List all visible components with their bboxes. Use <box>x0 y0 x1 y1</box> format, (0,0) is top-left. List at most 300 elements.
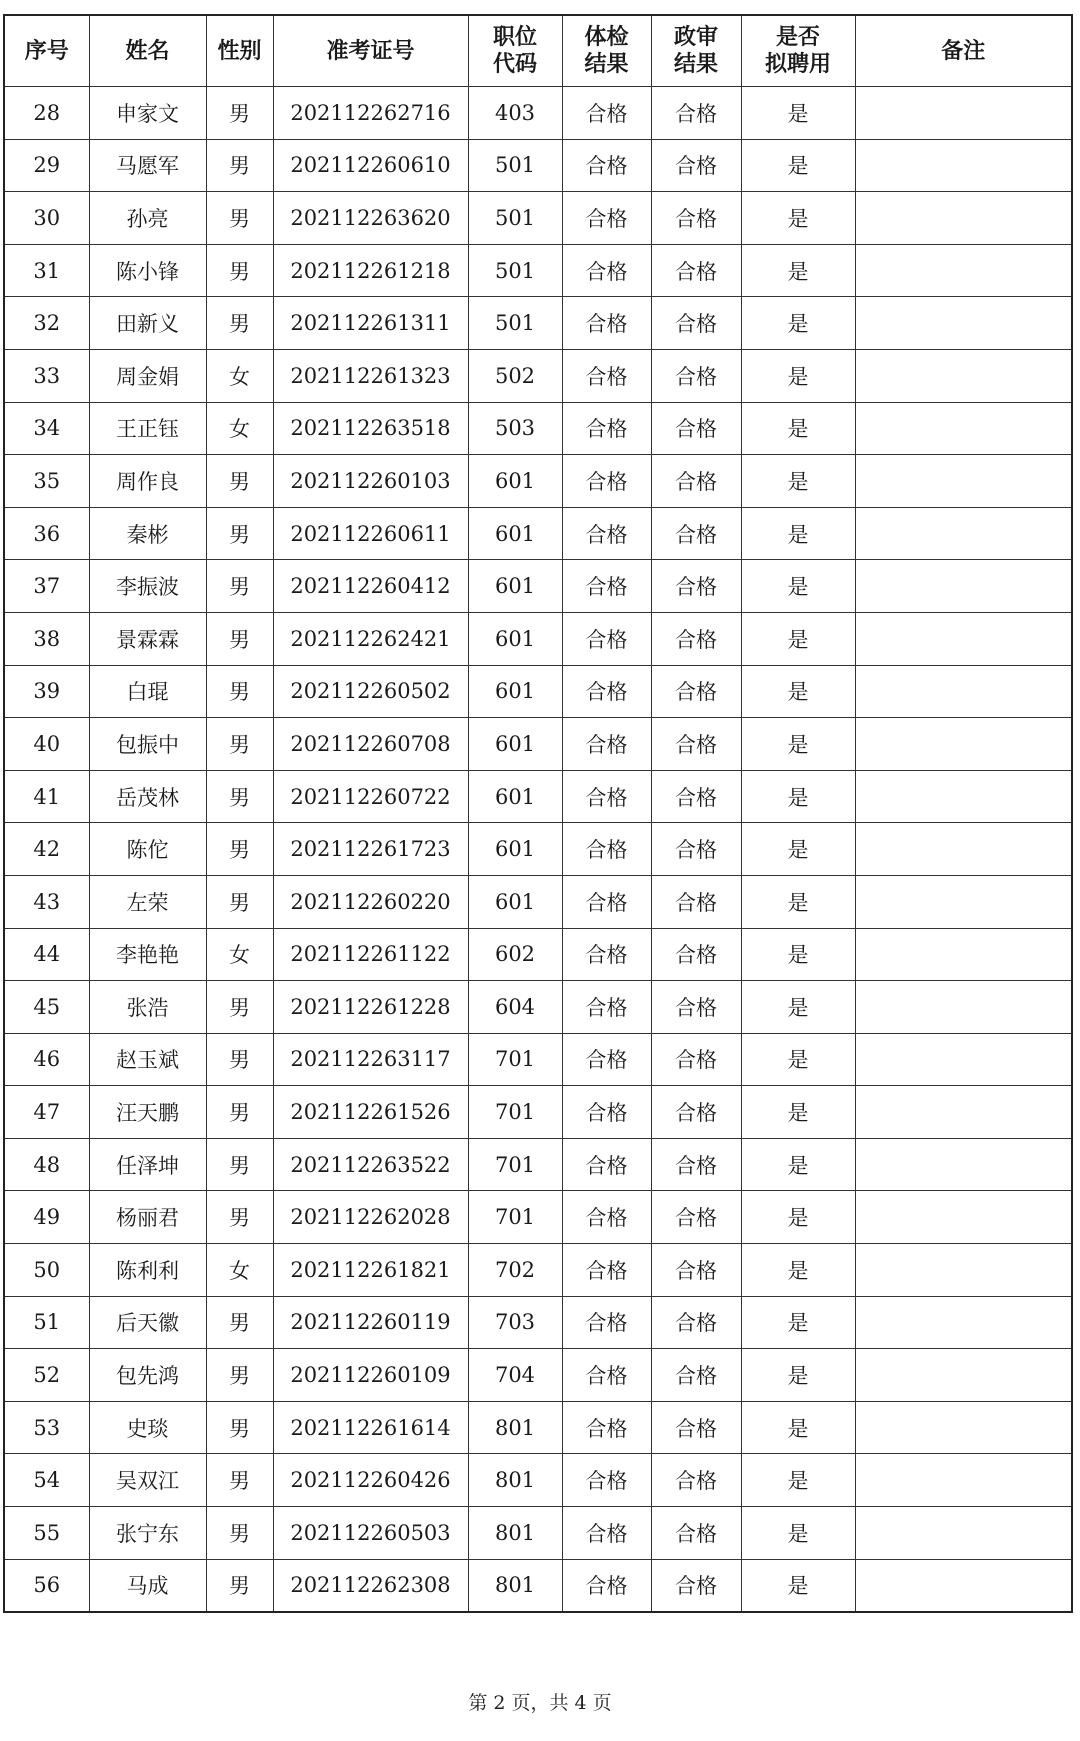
cell-physical-result: 合格 <box>562 665 651 718</box>
cell-ticket-number: 202112261821 <box>273 1244 468 1297</box>
cell-position-code: 601 <box>468 823 562 876</box>
cell-political-result: 合格 <box>651 1244 741 1297</box>
header-seq: 序号 <box>4 15 89 87</box>
cell-ticket-number: 202112263620 <box>273 192 468 245</box>
cell-remark <box>855 87 1072 140</box>
cell-remark <box>855 560 1072 613</box>
cell-political-result: 合格 <box>651 139 741 192</box>
header-name: 姓名 <box>89 15 206 87</box>
cell-ticket-number: 202112260119 <box>273 1296 468 1349</box>
cell-political-result: 合格 <box>651 1296 741 1349</box>
cell-remark <box>855 875 1072 928</box>
cell-position-code: 501 <box>468 139 562 192</box>
cell-gender: 男 <box>206 1401 273 1454</box>
cell-remark <box>855 928 1072 981</box>
cell-political-result: 合格 <box>651 1454 741 1507</box>
table-row <box>4 560 1072 613</box>
cell-gender: 女 <box>206 349 273 402</box>
table-row <box>4 875 1072 928</box>
cell-political-result: 合格 <box>651 928 741 981</box>
cell-physical-result: 合格 <box>562 349 651 402</box>
header-hire <box>741 15 855 87</box>
cell-physical-result: 合格 <box>562 875 651 928</box>
cell-name: 张宁东 <box>89 1507 206 1560</box>
cell-remark <box>855 402 1072 455</box>
cell-hire: 是 <box>741 244 855 297</box>
cell-position-code: 604 <box>468 981 562 1034</box>
cell-seq: 46 <box>4 1033 89 1086</box>
cell-gender: 男 <box>206 1454 273 1507</box>
header-position-code-line2: 代码 <box>492 52 537 77</box>
table-row <box>4 718 1072 771</box>
cell-name: 史琰 <box>89 1401 206 1454</box>
cell-political-result: 合格 <box>651 192 741 245</box>
cell-physical-result: 合格 <box>562 244 651 297</box>
cell-gender: 男 <box>206 612 273 665</box>
cell-hire: 是 <box>741 665 855 718</box>
cell-ticket-number: 202112261122 <box>273 928 468 981</box>
cell-remark <box>855 507 1072 560</box>
cell-gender: 男 <box>206 139 273 192</box>
table-row <box>4 87 1072 140</box>
cell-ticket-number: 202112262028 <box>273 1191 468 1244</box>
cell-position-code: 701 <box>468 1191 562 1244</box>
cell-hire: 是 <box>741 612 855 665</box>
cell-gender: 男 <box>206 455 273 508</box>
cell-political-result: 合格 <box>651 612 741 665</box>
table-row <box>4 1507 1072 1560</box>
page-footer: 第 2 页，共 4 页 <box>468 1692 612 1714</box>
cell-name: 后天徽 <box>89 1296 206 1349</box>
header-position-code-line1: 职位 <box>492 25 537 50</box>
cell-remark <box>855 770 1072 823</box>
cell-position-code: 602 <box>468 928 562 981</box>
cell-remark <box>855 139 1072 192</box>
cell-seq: 45 <box>4 981 89 1034</box>
cell-political-result: 合格 <box>651 507 741 560</box>
cell-political-result: 合格 <box>651 823 741 876</box>
table-row <box>4 1454 1072 1507</box>
cell-position-code: 701 <box>468 1138 562 1191</box>
cell-position-code: 601 <box>468 560 562 613</box>
cell-name: 马成 <box>89 1559 206 1612</box>
cell-gender: 男 <box>206 665 273 718</box>
header-physical-line1: 体检 <box>584 25 629 50</box>
cell-political-result: 合格 <box>651 1349 741 1402</box>
cell-physical-result: 合格 <box>562 981 651 1034</box>
cell-physical-result: 合格 <box>562 455 651 508</box>
cell-ticket-number: 202112263117 <box>273 1033 468 1086</box>
cell-ticket-number: 202112263522 <box>273 1138 468 1191</box>
cell-physical-result: 合格 <box>562 297 651 350</box>
table-row <box>4 1559 1072 1612</box>
cell-position-code: 501 <box>468 244 562 297</box>
cell-hire: 是 <box>741 1138 855 1191</box>
cell-gender: 男 <box>206 1296 273 1349</box>
cell-gender: 男 <box>206 244 273 297</box>
table-row <box>4 455 1072 508</box>
cell-name: 周金娟 <box>89 349 206 402</box>
table-row <box>4 244 1072 297</box>
table-row <box>4 507 1072 560</box>
cell-hire: 是 <box>741 1191 855 1244</box>
cell-seq: 35 <box>4 455 89 508</box>
cell-remark <box>855 1086 1072 1139</box>
cell-position-code: 601 <box>468 718 562 771</box>
cell-seq: 50 <box>4 1244 89 1297</box>
header-political-result <box>651 15 741 87</box>
cell-hire: 是 <box>741 507 855 560</box>
cell-hire: 是 <box>741 1559 855 1612</box>
cell-remark <box>855 665 1072 718</box>
cell-remark <box>855 1454 1072 1507</box>
cell-name: 岳茂林 <box>89 770 206 823</box>
cell-seq: 43 <box>4 875 89 928</box>
cell-name: 景霖霖 <box>89 612 206 665</box>
cell-political-result: 合格 <box>651 297 741 350</box>
cell-seq: 39 <box>4 665 89 718</box>
cell-name: 任泽坤 <box>89 1138 206 1191</box>
cell-name: 张浩 <box>89 981 206 1034</box>
cell-hire: 是 <box>741 560 855 613</box>
cell-remark <box>855 1559 1072 1612</box>
cell-gender: 男 <box>206 1086 273 1139</box>
cell-remark <box>855 1507 1072 1560</box>
cell-physical-result: 合格 <box>562 1349 651 1402</box>
table-row <box>4 1033 1072 1086</box>
header-physical-result <box>562 15 651 87</box>
cell-name: 秦彬 <box>89 507 206 560</box>
cell-seq: 41 <box>4 770 89 823</box>
cell-seq: 53 <box>4 1401 89 1454</box>
cell-hire: 是 <box>741 1033 855 1086</box>
table-row <box>4 1296 1072 1349</box>
cell-position-code: 703 <box>468 1296 562 1349</box>
cell-physical-result: 合格 <box>562 928 651 981</box>
cell-seq: 28 <box>4 87 89 140</box>
cell-remark <box>855 823 1072 876</box>
cell-name: 李艳艳 <box>89 928 206 981</box>
table-body <box>4 87 1072 1613</box>
cell-seq: 34 <box>4 402 89 455</box>
cell-ticket-number: 202112260220 <box>273 875 468 928</box>
cell-political-result: 合格 <box>651 87 741 140</box>
cell-seq: 47 <box>4 1086 89 1139</box>
cell-position-code: 503 <box>468 402 562 455</box>
table-row <box>4 1244 1072 1297</box>
cell-political-result: 合格 <box>651 1086 741 1139</box>
cell-name: 包振中 <box>89 718 206 771</box>
cell-gender: 男 <box>206 718 273 771</box>
cell-physical-result: 合格 <box>562 1191 651 1244</box>
cell-political-result: 合格 <box>651 1401 741 1454</box>
cell-remark <box>855 718 1072 771</box>
cell-name: 申家文 <box>89 87 206 140</box>
cell-physical-result: 合格 <box>562 1033 651 1086</box>
cell-seq: 42 <box>4 823 89 876</box>
cell-political-result: 合格 <box>651 981 741 1034</box>
cell-political-result: 合格 <box>651 1559 741 1612</box>
cell-remark <box>855 455 1072 508</box>
cell-ticket-number: 202112261614 <box>273 1401 468 1454</box>
cell-physical-result: 合格 <box>562 718 651 771</box>
cell-seq: 33 <box>4 349 89 402</box>
cell-gender: 男 <box>206 507 273 560</box>
cell-seq: 30 <box>4 192 89 245</box>
cell-hire: 是 <box>741 928 855 981</box>
cell-name: 周作良 <box>89 455 206 508</box>
cell-position-code: 502 <box>468 349 562 402</box>
cell-hire: 是 <box>741 455 855 508</box>
cell-seq: 48 <box>4 1138 89 1191</box>
cell-seq: 40 <box>4 718 89 771</box>
table-row <box>4 1191 1072 1244</box>
cell-political-result: 合格 <box>651 770 741 823</box>
cell-position-code: 702 <box>468 1244 562 1297</box>
cell-seq: 54 <box>4 1454 89 1507</box>
cell-physical-result: 合格 <box>562 1559 651 1612</box>
cell-remark <box>855 1191 1072 1244</box>
cell-physical-result: 合格 <box>562 770 651 823</box>
cell-physical-result: 合格 <box>562 1244 651 1297</box>
cell-physical-result: 合格 <box>562 823 651 876</box>
table-row <box>4 823 1072 876</box>
cell-position-code: 801 <box>468 1454 562 1507</box>
cell-remark <box>855 192 1072 245</box>
cell-remark <box>855 1401 1072 1454</box>
cell-name: 田新义 <box>89 297 206 350</box>
cell-hire: 是 <box>741 297 855 350</box>
cell-gender: 男 <box>206 87 273 140</box>
cell-political-result: 合格 <box>651 349 741 402</box>
cell-hire: 是 <box>741 402 855 455</box>
cell-seq: 52 <box>4 1349 89 1402</box>
table-row <box>4 1086 1072 1139</box>
cell-ticket-number: 202112262421 <box>273 612 468 665</box>
cell-gender: 男 <box>206 1138 273 1191</box>
table-row <box>4 981 1072 1034</box>
cell-position-code: 801 <box>468 1507 562 1560</box>
cell-position-code: 801 <box>468 1401 562 1454</box>
cell-gender: 男 <box>206 1033 273 1086</box>
cell-physical-result: 合格 <box>562 87 651 140</box>
table-row <box>4 665 1072 718</box>
cell-name: 李振波 <box>89 560 206 613</box>
cell-gender: 男 <box>206 297 273 350</box>
cell-name: 陈小锋 <box>89 244 206 297</box>
cell-physical-result: 合格 <box>562 139 651 192</box>
cell-ticket-number: 202112261323 <box>273 349 468 402</box>
cell-gender: 男 <box>206 823 273 876</box>
cell-seq: 36 <box>4 507 89 560</box>
cell-gender: 女 <box>206 402 273 455</box>
table-row <box>4 139 1072 192</box>
cell-gender: 女 <box>206 1244 273 1297</box>
cell-ticket-number: 202112260412 <box>273 560 468 613</box>
cell-name: 白琨 <box>89 665 206 718</box>
cell-gender: 男 <box>206 1191 273 1244</box>
cell-ticket-number: 202112260503 <box>273 1507 468 1560</box>
cell-hire: 是 <box>741 139 855 192</box>
cell-remark <box>855 297 1072 350</box>
cell-name: 陈佗 <box>89 823 206 876</box>
cell-position-code: 601 <box>468 875 562 928</box>
cell-gender: 男 <box>206 560 273 613</box>
cell-physical-result: 合格 <box>562 1454 651 1507</box>
cell-physical-result: 合格 <box>562 1296 651 1349</box>
cell-hire: 是 <box>741 1454 855 1507</box>
cell-seq: 49 <box>4 1191 89 1244</box>
cell-seq: 32 <box>4 297 89 350</box>
cell-position-code: 403 <box>468 87 562 140</box>
cell-gender: 男 <box>206 1507 273 1560</box>
cell-hire: 是 <box>741 1507 855 1560</box>
cell-name: 汪天鹏 <box>89 1086 206 1139</box>
cell-ticket-number: 202112260103 <box>273 455 468 508</box>
cell-political-result: 合格 <box>651 244 741 297</box>
table-row <box>4 928 1072 981</box>
header-political-line1: 政审 <box>673 25 718 50</box>
cell-political-result: 合格 <box>651 1191 741 1244</box>
table-row <box>4 1401 1072 1454</box>
header-ticket-number: 准考证号 <box>273 15 468 87</box>
cell-remark <box>855 1349 1072 1402</box>
cell-gender: 女 <box>206 928 273 981</box>
cell-seq: 31 <box>4 244 89 297</box>
cell-position-code: 601 <box>468 455 562 508</box>
cell-name: 马愿军 <box>89 139 206 192</box>
cell-hire: 是 <box>741 87 855 140</box>
table-row <box>4 1138 1072 1191</box>
cell-physical-result: 合格 <box>562 560 651 613</box>
cell-name: 陈利利 <box>89 1244 206 1297</box>
roster-table <box>3 14 1073 1613</box>
cell-hire: 是 <box>741 718 855 771</box>
cell-hire: 是 <box>741 1086 855 1139</box>
cell-political-result: 合格 <box>651 665 741 718</box>
cell-seq: 56 <box>4 1559 89 1612</box>
header-remark: 备注 <box>855 15 1072 87</box>
cell-seq: 37 <box>4 560 89 613</box>
cell-ticket-number: 202112260708 <box>273 718 468 771</box>
table-row <box>4 349 1072 402</box>
cell-ticket-number: 202112262308 <box>273 1559 468 1612</box>
cell-remark <box>855 1296 1072 1349</box>
cell-hire: 是 <box>741 1349 855 1402</box>
cell-political-result: 合格 <box>651 402 741 455</box>
cell-hire: 是 <box>741 1296 855 1349</box>
header-hire-line2: 拟聘用 <box>764 52 831 77</box>
cell-ticket-number: 202112260502 <box>273 665 468 718</box>
cell-gender: 男 <box>206 770 273 823</box>
header-physical-line2: 结果 <box>584 52 629 77</box>
table-row <box>4 297 1072 350</box>
cell-physical-result: 合格 <box>562 507 651 560</box>
cell-physical-result: 合格 <box>562 612 651 665</box>
cell-political-result: 合格 <box>651 455 741 508</box>
cell-political-result: 合格 <box>651 560 741 613</box>
cell-position-code: 601 <box>468 665 562 718</box>
table-row <box>4 612 1072 665</box>
cell-ticket-number: 202112260611 <box>273 507 468 560</box>
cell-name: 王正钰 <box>89 402 206 455</box>
header-political-line2: 结果 <box>673 52 718 77</box>
cell-seq: 51 <box>4 1296 89 1349</box>
cell-physical-result: 合格 <box>562 1138 651 1191</box>
cell-ticket-number: 202112261723 <box>273 823 468 876</box>
cell-ticket-number: 202112260610 <box>273 139 468 192</box>
header-gender: 性别 <box>206 15 273 87</box>
cell-physical-result: 合格 <box>562 1401 651 1454</box>
cell-hire: 是 <box>741 981 855 1034</box>
cell-hire: 是 <box>741 875 855 928</box>
cell-hire: 是 <box>741 1401 855 1454</box>
cell-political-result: 合格 <box>651 1507 741 1560</box>
cell-gender: 男 <box>206 1349 273 1402</box>
cell-ticket-number: 202112261526 <box>273 1086 468 1139</box>
header-hire-line1: 是否 <box>775 25 820 50</box>
cell-physical-result: 合格 <box>562 1086 651 1139</box>
cell-hire: 是 <box>741 770 855 823</box>
cell-physical-result: 合格 <box>562 1507 651 1560</box>
cell-gender: 男 <box>206 875 273 928</box>
table-row <box>4 402 1072 455</box>
cell-name: 杨丽君 <box>89 1191 206 1244</box>
cell-position-code: 704 <box>468 1349 562 1402</box>
cell-name: 赵玉斌 <box>89 1033 206 1086</box>
cell-seq: 44 <box>4 928 89 981</box>
cell-name: 左荣 <box>89 875 206 928</box>
table-row <box>4 192 1072 245</box>
cell-name: 包先鸿 <box>89 1349 206 1402</box>
cell-hire: 是 <box>741 823 855 876</box>
cell-position-code: 801 <box>468 1559 562 1612</box>
cell-remark <box>855 349 1072 402</box>
cell-name: 吴双江 <box>89 1454 206 1507</box>
cell-ticket-number: 202112260109 <box>273 1349 468 1402</box>
cell-position-code: 501 <box>468 297 562 350</box>
cell-hire: 是 <box>741 1244 855 1297</box>
cell-remark <box>855 244 1072 297</box>
cell-remark <box>855 1244 1072 1297</box>
cell-position-code: 601 <box>468 507 562 560</box>
cell-name: 孙亮 <box>89 192 206 245</box>
cell-position-code: 601 <box>468 612 562 665</box>
cell-seq: 29 <box>4 139 89 192</box>
cell-hire: 是 <box>741 192 855 245</box>
cell-ticket-number: 202112260722 <box>273 770 468 823</box>
cell-physical-result: 合格 <box>562 402 651 455</box>
cell-ticket-number: 202112260426 <box>273 1454 468 1507</box>
cell-ticket-number: 202112262716 <box>273 87 468 140</box>
cell-physical-result: 合格 <box>562 192 651 245</box>
cell-remark <box>855 1138 1072 1191</box>
cell-ticket-number: 202112263518 <box>273 402 468 455</box>
cell-political-result: 合格 <box>651 1033 741 1086</box>
cell-ticket-number: 202112261218 <box>273 244 468 297</box>
cell-seq: 38 <box>4 612 89 665</box>
cell-political-result: 合格 <box>651 1138 741 1191</box>
cell-position-code: 701 <box>468 1086 562 1139</box>
cell-position-code: 601 <box>468 770 562 823</box>
cell-political-result: 合格 <box>651 718 741 771</box>
cell-remark <box>855 1033 1072 1086</box>
cell-remark <box>855 612 1072 665</box>
cell-political-result: 合格 <box>651 875 741 928</box>
cell-gender: 男 <box>206 981 273 1034</box>
table-row <box>4 770 1072 823</box>
table-row <box>4 1349 1072 1402</box>
